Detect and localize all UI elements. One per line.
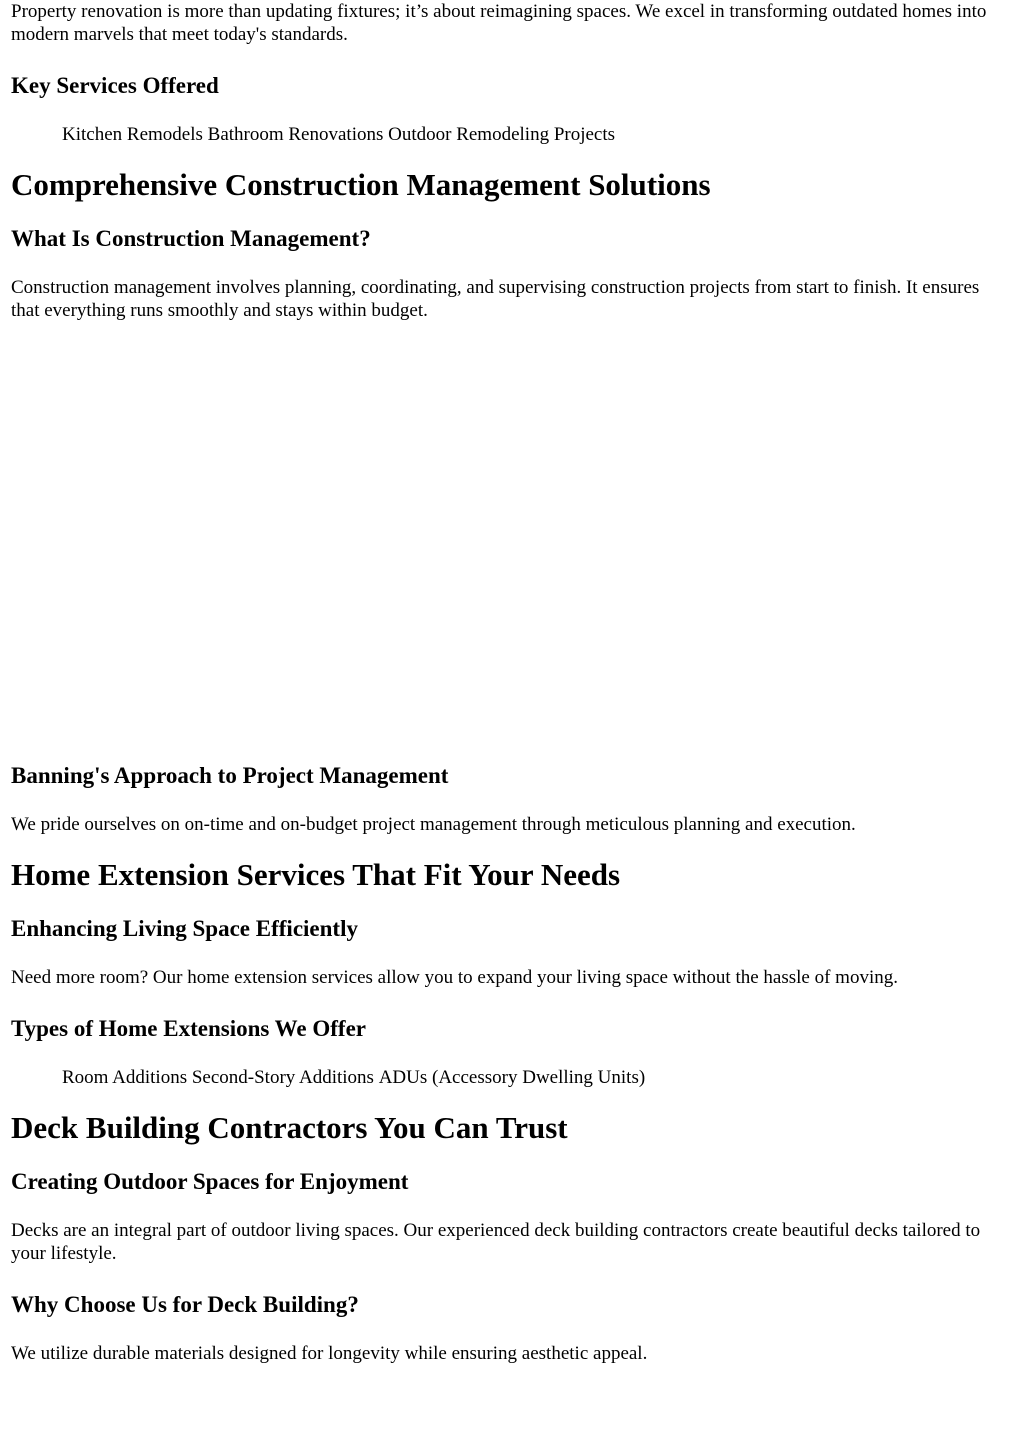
key-services-heading: Key Services Offered	[11, 73, 219, 98]
construction-management-heading: Comprehensive Construction Management Solutions	[11, 167, 711, 202]
home-extensions-list	[11, 1066, 1011, 1089]
types-of-extensions-heading: Types of Home Extensions We Offer	[11, 1016, 366, 1041]
list-item: Outdoor Remodeling Projects	[388, 124, 616, 145]
enhancing-living-space-heading: Enhancing Living Space Efficiently	[11, 916, 358, 941]
project-management-paragraph: We pride ourselves on on-time and on-budget project management through meticulous planning and execution.	[11, 814, 856, 835]
project-management-approach-heading: Banning's Approach to Project Management	[11, 763, 449, 788]
list-item: Room Additions	[62, 1067, 188, 1088]
key-services-list	[11, 123, 1011, 146]
list-item: Second-Story Additions	[191, 1067, 374, 1088]
creating-outdoor-spaces-heading: Creating Outdoor Spaces for Enjoyment	[11, 1169, 409, 1194]
list-item: Kitchen Remodels	[62, 124, 203, 145]
intro-paragraph: Property renovation is more than updating fixtures; it’s about reimagining spaces. We excel in transforming outdated homes into modern marvels that meet today's standards.	[11, 1, 987, 45]
list-item: ADUs (Accessory Dwelling Units)	[378, 1067, 646, 1088]
deck-building-heading: Deck Building Contractors You Can Trust	[11, 1110, 568, 1145]
what-is-construction-management-heading: What Is Construction Management?	[11, 226, 371, 251]
page-content	[11, 0, 1011, 1365]
construction-management-paragraph: Construction management involves planning, coordinating, and supervising construction projects from start to finish. It ensures that everything runs smoothly and stays within budget.	[11, 277, 980, 321]
home-extension-heading: Home Extension Services That Fit Your Needs	[11, 857, 621, 892]
why-choose-us-heading: Why Choose Us for Deck Building?	[11, 1292, 359, 1317]
list-item: Bathroom Renovations	[207, 124, 384, 145]
blank-media-area	[11, 322, 1011, 762]
creating-outdoor-spaces-paragraph: Decks are an integral part of outdoor living spaces. Our experienced deck building contractors create beautiful decks tailored to your lifestyle.	[11, 1220, 981, 1264]
enhancing-living-space-paragraph: Need more room? Our home extension services allow you to expand your living space without the hassle of moving.	[11, 967, 898, 988]
why-choose-us-paragraph: We utilize durable materials designed for longevity while ensuring aesthetic appeal.	[11, 1343, 648, 1364]
